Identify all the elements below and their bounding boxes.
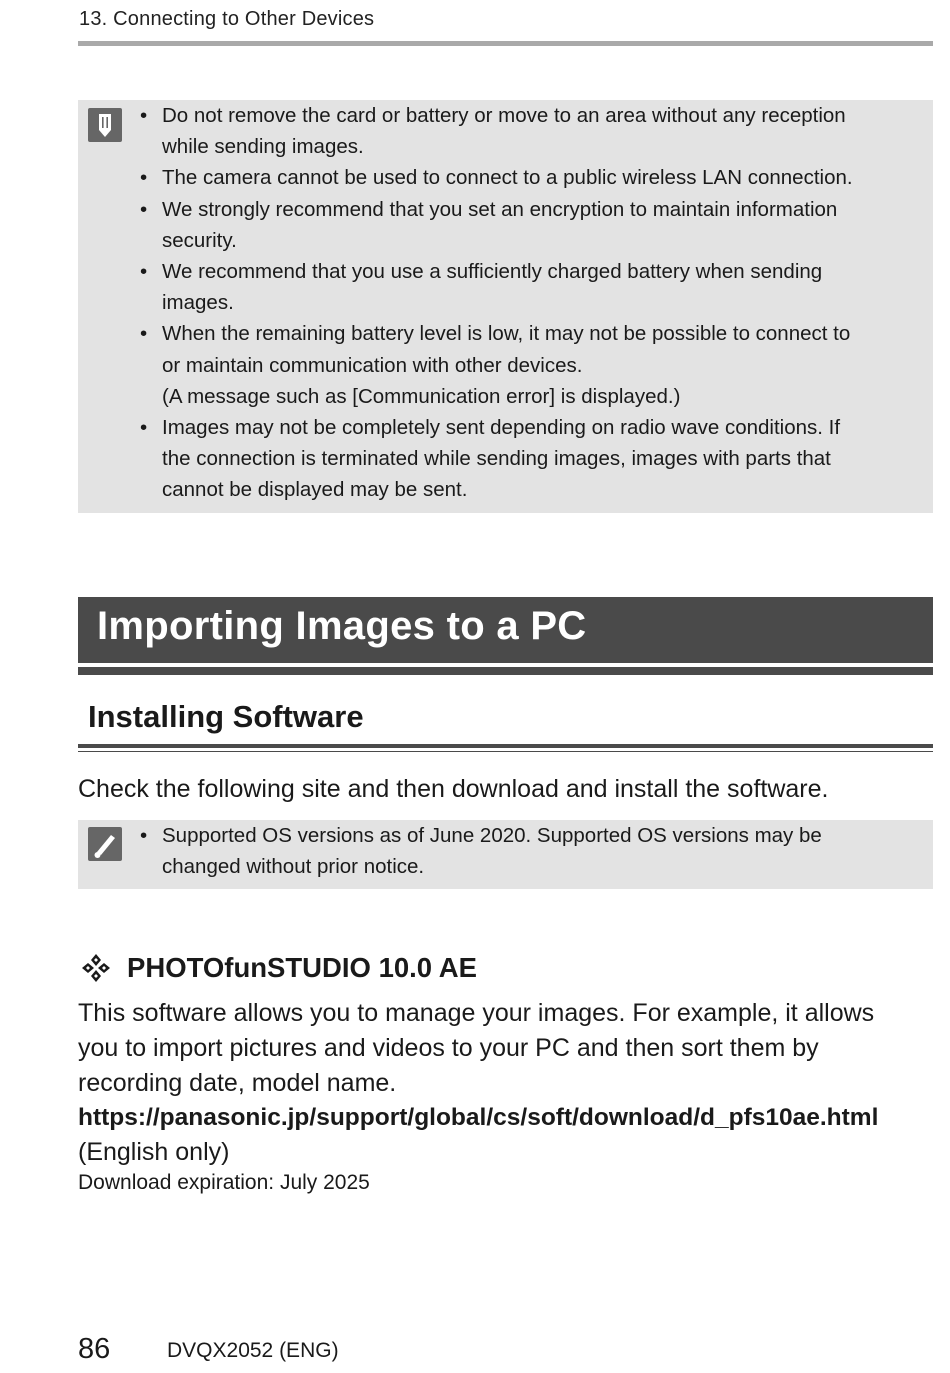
software-description: This software allows you to manage your images. For example, it allows you to import pictures and videos to your PC and then sort them by recording date, model name. xyxy=(78,999,875,1097)
download-url[interactable]: https://panasonic.jp/support/global/cs/soft/download/d_pfs10ae.html xyxy=(78,1104,879,1131)
subsection-rule xyxy=(78,744,933,748)
list-item: • We strongly recommend that you set an encryption to maintain information security. xyxy=(138,194,923,256)
section-title-underline xyxy=(78,667,933,675)
list-item: • Supported OS versions as of June 2020. Supported OS versions may be changed without prior notice. xyxy=(138,820,923,882)
language-note: (English only) xyxy=(78,1138,230,1166)
software-title: PHOTOfunSTUDIO 10.0 AE xyxy=(127,952,477,983)
subsection-rule-thin xyxy=(78,751,933,752)
list-item: • When the remaining battery level is low, it may not be possible to connect to or maintain communication with other devices. (A message such as [Communication error] is displayed.) xyxy=(138,318,923,412)
section-title-bar xyxy=(78,597,933,663)
intro-text: Check the following site and then download and install the software. xyxy=(78,775,829,803)
download-expiration: Download expiration: July 2025 xyxy=(78,1171,370,1194)
list-item: • Images may not be completely sent depending on radio wave conditions. If the connection is terminated while sending images, images with parts that cannot be displayed may be sent. xyxy=(138,412,923,506)
four-diamond-icon xyxy=(80,953,112,983)
pencil-note-icon xyxy=(88,827,122,861)
chapter-heading: 13. Connecting to Other Devices xyxy=(79,8,375,30)
chapter-divider xyxy=(78,41,933,46)
subsection-title: Installing Software xyxy=(88,699,364,734)
list-item: • We recommend that you use a sufficiently charged battery when sending images. xyxy=(138,256,923,318)
tip-note-box xyxy=(78,820,933,889)
section-title: Importing Images to a PC xyxy=(97,604,587,648)
caution-list xyxy=(138,100,923,506)
tip-list xyxy=(138,820,923,882)
list-item: • Do not remove the card or battery or move to an area without any reception while sending images. xyxy=(138,100,923,162)
document-code: DVQX2052 (ENG) xyxy=(167,1339,339,1362)
caution-note-box xyxy=(78,100,933,513)
list-item: • The camera cannot be used to connect to a public wireless LAN connection. xyxy=(138,162,923,193)
page-number: 86 xyxy=(78,1333,111,1365)
software-heading xyxy=(80,950,477,986)
caution-memo-icon xyxy=(88,108,122,142)
